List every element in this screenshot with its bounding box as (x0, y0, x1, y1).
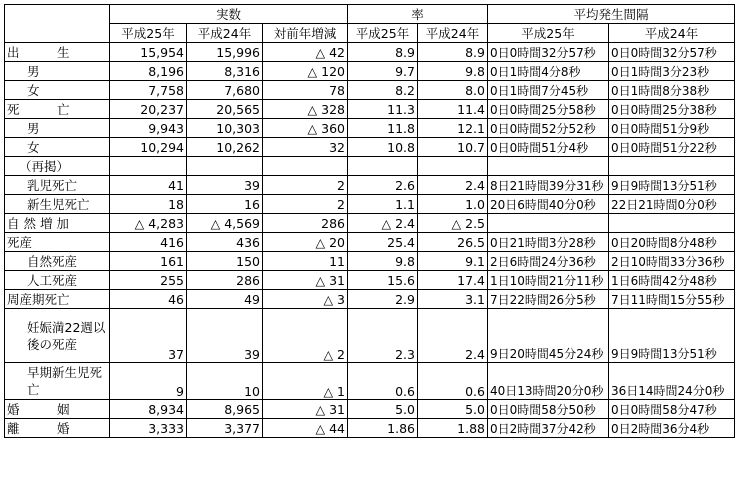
rate-cell: 10.7 (418, 138, 488, 157)
count-cell: 255 (110, 271, 187, 290)
rate-cell: 11.8 (348, 119, 418, 138)
rate-cell: 11.3 (348, 100, 418, 119)
table-row (5, 81, 735, 100)
column-header: 平成25年 (348, 24, 418, 43)
row-label: 周産期死亡 (5, 290, 110, 309)
interval-cell: 36日14時間24分0秒 (609, 363, 735, 400)
interval-cell: 0日1時間4分8秒 (488, 62, 609, 81)
rate-cell: 17.4 (418, 271, 488, 290)
interval-cell: 0日1時間3分23秒 (609, 62, 735, 81)
rate-cell: 5.0 (418, 400, 488, 419)
interval-cell: 9日9時間13分51秒 (609, 309, 735, 363)
change-cell: △ 42 (263, 43, 348, 62)
count-cell: 3,333 (110, 419, 187, 438)
count-cell: 20,565 (187, 100, 263, 119)
count-cell: 8,316 (187, 62, 263, 81)
interval-cell: 1日6時間42分48秒 (609, 271, 735, 290)
table-row (5, 43, 735, 62)
group-header-actual: 実数 (110, 5, 348, 24)
interval-cell: 1日10時間21分11秒 (488, 271, 609, 290)
row-label: 人工死産 (5, 271, 110, 290)
count-cell: 9 (110, 363, 187, 400)
change-cell: △ 2 (263, 309, 348, 363)
table-row (5, 233, 735, 252)
rate-cell: 8.2 (348, 81, 418, 100)
row-label: 自然死産 (5, 252, 110, 271)
interval-cell: 20日6時間40分0秒 (488, 195, 609, 214)
table-row (5, 214, 735, 233)
interval-cell: 8日21時間39分31秒 (488, 176, 609, 195)
rate-cell: 11.4 (418, 100, 488, 119)
rate-cell: △ 2.5 (418, 214, 488, 233)
rate-cell: 12.1 (418, 119, 488, 138)
interval-cell: 0日0時間51分4秒 (488, 138, 609, 157)
table-row (5, 100, 735, 119)
interval-cell: 0日2時間36分4秒 (609, 419, 735, 438)
table-row (5, 419, 735, 438)
corner-cell (5, 5, 110, 43)
rate-cell: 25.4 (348, 233, 418, 252)
table-row (5, 290, 735, 309)
change-cell: △ 1 (263, 363, 348, 400)
interval-cell (488, 214, 609, 233)
interval-cell: 0日2時間37分42秒 (488, 419, 609, 438)
count-cell: 150 (187, 252, 263, 271)
rate-cell (348, 157, 418, 176)
rate-cell: 3.1 (418, 290, 488, 309)
row-label: （再掲） (5, 157, 110, 176)
interval-cell (609, 157, 735, 176)
count-cell (187, 157, 263, 176)
interval-cell: 0日0時間52分52秒 (488, 119, 609, 138)
interval-cell: 0日0時間51分22秒 (609, 138, 735, 157)
count-cell: 10,262 (187, 138, 263, 157)
table-row (5, 363, 735, 400)
row-label: 死産 (5, 233, 110, 252)
count-cell: 8,965 (187, 400, 263, 419)
interval-cell: 2日6時間24分36秒 (488, 252, 609, 271)
column-header: 平成24年 (609, 24, 735, 43)
change-cell: △ 360 (263, 119, 348, 138)
change-cell: △ 120 (263, 62, 348, 81)
column-header: 平成25年 (110, 24, 187, 43)
column-header: 平成25年 (488, 24, 609, 43)
change-cell: △ 20 (263, 233, 348, 252)
change-cell: 2 (263, 195, 348, 214)
rate-cell: 9.7 (348, 62, 418, 81)
change-cell: △ 3 (263, 290, 348, 309)
count-cell: 49 (187, 290, 263, 309)
interval-cell: 0日0時間58分47秒 (609, 400, 735, 419)
interval-cell (488, 157, 609, 176)
count-cell: 46 (110, 290, 187, 309)
rate-cell: 2.3 (348, 309, 418, 363)
change-cell (263, 157, 348, 176)
interval-cell: 0日1時間8分38秒 (609, 81, 735, 100)
interval-cell: 22日21時間0分0秒 (609, 195, 735, 214)
change-cell: 32 (263, 138, 348, 157)
interval-cell: 0日0時間51分9秒 (609, 119, 735, 138)
rate-cell: 1.0 (418, 195, 488, 214)
rate-cell: 1.86 (348, 419, 418, 438)
rate-cell: △ 2.4 (348, 214, 418, 233)
count-cell: 16 (187, 195, 263, 214)
change-cell: 78 (263, 81, 348, 100)
rate-cell (418, 157, 488, 176)
count-cell: 39 (187, 309, 263, 363)
table-row (5, 400, 735, 419)
change-cell: △ 44 (263, 419, 348, 438)
rate-cell: 9.8 (348, 252, 418, 271)
table-row (5, 252, 735, 271)
count-cell: 8,934 (110, 400, 187, 419)
rate-cell: 2.6 (348, 176, 418, 195)
vital-statistics-table (4, 4, 735, 438)
row-label: 男 (5, 62, 110, 81)
change-cell: 11 (263, 252, 348, 271)
table-row (5, 271, 735, 290)
change-cell: △ 31 (263, 271, 348, 290)
count-cell: 9,943 (110, 119, 187, 138)
group-header-rate: 率 (348, 5, 488, 24)
table-row (5, 62, 735, 81)
rate-cell: 2.4 (418, 309, 488, 363)
column-header: 対前年増減 (263, 24, 348, 43)
interval-cell: 7日22時間26分5秒 (488, 290, 609, 309)
count-cell: 15,954 (110, 43, 187, 62)
row-label: 乳児死亡 (5, 176, 110, 195)
interval-cell: 0日0時間25分58秒 (488, 100, 609, 119)
row-label: 男 (5, 119, 110, 138)
column-header: 平成24年 (187, 24, 263, 43)
table-row (5, 309, 735, 363)
count-cell: 10,303 (187, 119, 263, 138)
row-label: 新生児死亡 (5, 195, 110, 214)
count-cell: 20,237 (110, 100, 187, 119)
count-cell: 37 (110, 309, 187, 363)
count-cell: △ 4,569 (187, 214, 263, 233)
rate-cell: 5.0 (348, 400, 418, 419)
row-label: 離 婚 (5, 419, 110, 438)
row-label: 死 亡 (5, 100, 110, 119)
count-cell: 41 (110, 176, 187, 195)
interval-cell: 0日21時間3分28秒 (488, 233, 609, 252)
row-label: 妊娠満22週以後の死産 (5, 309, 110, 363)
count-cell: 39 (187, 176, 263, 195)
rate-cell: 8.9 (418, 43, 488, 62)
rate-cell: 2.9 (348, 290, 418, 309)
interval-cell: 40日13時間20分0秒 (488, 363, 609, 400)
count-cell: △ 4,283 (110, 214, 187, 233)
interval-cell: 0日20時間8分48秒 (609, 233, 735, 252)
column-header: 平成24年 (418, 24, 488, 43)
rate-cell: 9.1 (418, 252, 488, 271)
count-cell: 10 (187, 363, 263, 400)
group-header-interval: 平均発生間隔 (488, 5, 735, 24)
count-cell: 416 (110, 233, 187, 252)
change-cell: 2 (263, 176, 348, 195)
count-cell: 18 (110, 195, 187, 214)
rate-cell: 8.0 (418, 81, 488, 100)
count-cell (110, 157, 187, 176)
rate-cell: 10.8 (348, 138, 418, 157)
rate-cell: 1.1 (348, 195, 418, 214)
rate-cell: 26.5 (418, 233, 488, 252)
row-label: 出 生 (5, 43, 110, 62)
count-cell: 10,294 (110, 138, 187, 157)
count-cell: 286 (187, 271, 263, 290)
count-cell: 8,196 (110, 62, 187, 81)
table-row (5, 138, 735, 157)
table-row (5, 176, 735, 195)
row-label: 婚 姻 (5, 400, 110, 419)
rate-cell: 0.6 (348, 363, 418, 400)
interval-cell: 0日0時間25分38秒 (609, 100, 735, 119)
change-cell: △ 328 (263, 100, 348, 119)
count-cell: 3,377 (187, 419, 263, 438)
interval-cell: 0日1時間7分45秒 (488, 81, 609, 100)
interval-cell: 9日20時間45分24秒 (488, 309, 609, 363)
row-label: 自 然 増 加 (5, 214, 110, 233)
count-cell: 7,680 (187, 81, 263, 100)
count-cell: 436 (187, 233, 263, 252)
change-cell: △ 31 (263, 400, 348, 419)
interval-cell: 0日0時間58分50秒 (488, 400, 609, 419)
row-label: 女 (5, 138, 110, 157)
rate-cell: 8.9 (348, 43, 418, 62)
count-cell: 7,758 (110, 81, 187, 100)
interval-cell: 0日0時間32分57秒 (488, 43, 609, 62)
interval-cell: 2日10時間33分36秒 (609, 252, 735, 271)
row-label: 女 (5, 81, 110, 100)
interval-cell: 0日0時間32分57秒 (609, 43, 735, 62)
table-row (5, 195, 735, 214)
row-label: 早期新生児死亡 (5, 363, 110, 400)
table-row (5, 119, 735, 138)
table-row (5, 157, 735, 176)
count-cell: 161 (110, 252, 187, 271)
rate-cell: 15.6 (348, 271, 418, 290)
interval-cell (609, 214, 735, 233)
rate-cell: 1.88 (418, 419, 488, 438)
interval-cell: 9日9時間13分51秒 (609, 176, 735, 195)
interval-cell: 7日11時間15分55秒 (609, 290, 735, 309)
rate-cell: 9.8 (418, 62, 488, 81)
rate-cell: 2.4 (418, 176, 488, 195)
count-cell: 15,996 (187, 43, 263, 62)
rate-cell: 0.6 (418, 363, 488, 400)
change-cell: 286 (263, 214, 348, 233)
